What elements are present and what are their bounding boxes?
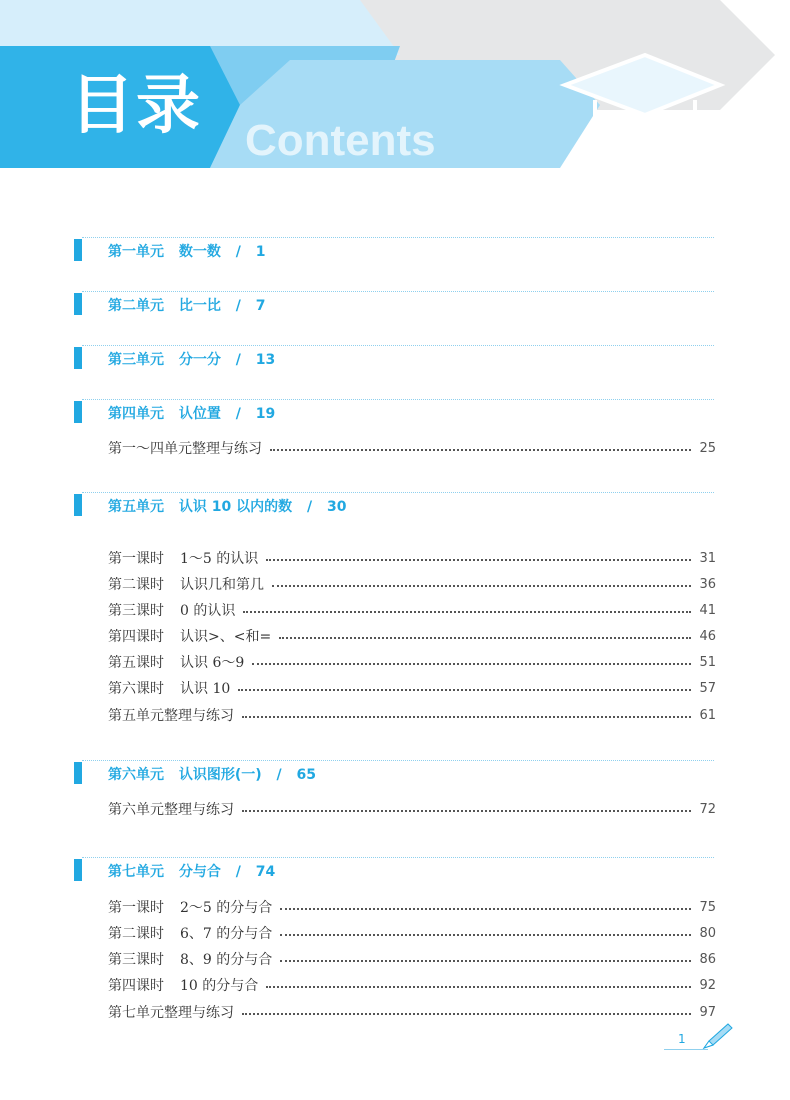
unit-page: 65	[296, 767, 317, 783]
pencil-icon	[700, 1022, 734, 1052]
unit-heading[interactable]	[74, 399, 714, 429]
toc-entry[interactable]	[108, 438, 716, 458]
page-title: 目录	[70, 69, 202, 143]
dot-leader	[242, 1013, 691, 1015]
unit-page: 7	[255, 298, 266, 314]
entry-page: 92	[699, 977, 716, 993]
page-number: 1	[678, 1032, 686, 1046]
unit-heading[interactable]	[74, 237, 714, 267]
toc-entry[interactable]	[108, 923, 716, 943]
unit-name: 第一单元	[108, 244, 164, 260]
toc-entry[interactable]	[108, 949, 716, 969]
unit-name: 第四单元	[108, 406, 164, 422]
entry-topic: 0 的认识	[180, 603, 236, 619]
entry-label: 第一课时	[108, 551, 164, 567]
entry-page: 75	[699, 899, 716, 915]
unit-topic: 认识 10 以内的数	[178, 499, 293, 515]
dot-leader	[280, 934, 691, 936]
unit-marker	[74, 859, 82, 881]
dot-leader	[279, 637, 691, 639]
toc-entry[interactable]	[108, 548, 716, 568]
graduation-cap-icon	[565, 55, 725, 202]
unit-heading[interactable]	[74, 492, 714, 522]
entry-page: 51	[699, 654, 716, 670]
dot-leader	[238, 689, 691, 691]
unit-name: 第六单元	[108, 767, 164, 783]
entry-label: 第二课时	[108, 577, 164, 593]
dot-leader	[252, 663, 691, 665]
unit-heading[interactable]	[74, 345, 714, 375]
entry-topic: 6、7 的分与合	[180, 926, 273, 942]
entry-label: 第三课时	[108, 952, 164, 968]
toc-entry[interactable]	[108, 574, 716, 594]
entry-page: 86	[699, 951, 716, 967]
entry-page: 41	[699, 602, 716, 618]
entry-topic: 认识>、<和=	[180, 629, 272, 645]
unit-name: 第二单元	[108, 298, 164, 314]
entry-page: 80	[699, 925, 716, 941]
unit-separator: /	[235, 406, 241, 422]
entry-topic: 2～5 的分与合	[180, 900, 273, 916]
divider	[82, 399, 714, 400]
unit-page: 74	[255, 864, 276, 880]
unit-topic: 认位置	[178, 406, 221, 422]
unit-separator: /	[276, 767, 282, 783]
toc-entry[interactable]	[108, 678, 716, 698]
dot-leader	[272, 585, 691, 587]
unit-page: 13	[255, 352, 276, 368]
toc-entry[interactable]	[108, 600, 716, 620]
entry-label: 第四课时	[108, 629, 164, 645]
unit-marker	[74, 293, 82, 315]
unit-name: 第五单元	[108, 499, 164, 515]
entry-page: 72	[699, 801, 716, 817]
unit-separator: /	[235, 864, 241, 880]
unit-marker	[74, 347, 82, 369]
unit-separator: /	[235, 298, 241, 314]
entry-label: 第四课时	[108, 978, 164, 994]
unit-topic: 比一比	[178, 298, 221, 314]
dot-leader	[266, 559, 691, 561]
entry-page: 61	[699, 707, 716, 723]
entry-topic: 认识 10	[180, 681, 231, 697]
entry-label: 第一课时	[108, 900, 164, 916]
entry-topic: 认识 6～9	[180, 655, 245, 671]
dot-leader	[270, 449, 691, 451]
dot-leader	[280, 908, 691, 910]
entry-page: 46	[699, 628, 716, 644]
toc-entry[interactable]	[108, 1002, 716, 1022]
page-subtitle: Contents	[245, 116, 436, 165]
unit-marker	[74, 494, 82, 516]
unit-page: 1	[255, 244, 266, 260]
unit-separator: /	[235, 244, 241, 260]
unit-name: 第七单元	[108, 864, 164, 880]
unit-marker	[74, 762, 82, 784]
unit-page: 19	[255, 406, 276, 422]
entry-label: 第一～四单元整理与练习	[108, 441, 262, 457]
entry-topic: 认识几和第几	[180, 577, 264, 593]
divider	[82, 857, 714, 858]
entry-page: 25	[699, 440, 716, 456]
unit-topic: 数一数	[178, 244, 221, 260]
toc-entry[interactable]	[108, 897, 716, 917]
divider	[82, 760, 714, 761]
entry-label: 第六课时	[108, 681, 164, 697]
unit-topic: 分一分	[178, 352, 221, 368]
unit-separator: /	[235, 352, 241, 368]
toc-entry[interactable]	[108, 799, 716, 819]
entry-label: 第六单元整理与练习	[108, 802, 234, 818]
toc-entry[interactable]	[108, 652, 716, 672]
unit-name: 第三单元	[108, 352, 164, 368]
unit-heading[interactable]	[74, 291, 714, 321]
unit-heading[interactable]	[74, 857, 714, 887]
entry-label: 第五单元整理与练习	[108, 708, 234, 724]
entry-page: 97	[699, 1004, 716, 1020]
unit-topic: 分与合	[178, 864, 221, 880]
entry-page: 36	[699, 576, 716, 592]
entry-label: 第五课时	[108, 655, 164, 671]
unit-marker	[74, 239, 82, 261]
unit-heading[interactable]	[74, 760, 714, 790]
entry-topic: 8、9 的分与合	[180, 952, 273, 968]
entry-topic: 1～5 的认识	[180, 551, 259, 567]
unit-page: 30	[326, 499, 347, 515]
entry-label: 第七单元整理与练习	[108, 1005, 234, 1021]
entry-label: 第二课时	[108, 926, 164, 942]
entry-topic: 10 的分与合	[180, 978, 259, 994]
divider	[82, 237, 714, 238]
dot-leader	[242, 716, 691, 718]
divider	[82, 291, 714, 292]
toc-entry[interactable]	[108, 975, 716, 995]
entry-label: 第三课时	[108, 603, 164, 619]
divider	[82, 345, 714, 346]
dot-leader	[266, 986, 691, 988]
unit-topic: 认识图形(一)	[178, 767, 262, 783]
divider	[82, 492, 714, 493]
dot-leader	[242, 810, 691, 812]
unit-marker	[74, 401, 82, 423]
toc-entry[interactable]	[108, 626, 716, 646]
entry-page: 57	[699, 680, 716, 696]
unit-separator: /	[306, 499, 313, 515]
entry-page: 31	[699, 550, 716, 566]
dot-leader	[280, 960, 691, 962]
dot-leader	[243, 611, 691, 613]
toc-entry[interactable]	[108, 705, 716, 725]
